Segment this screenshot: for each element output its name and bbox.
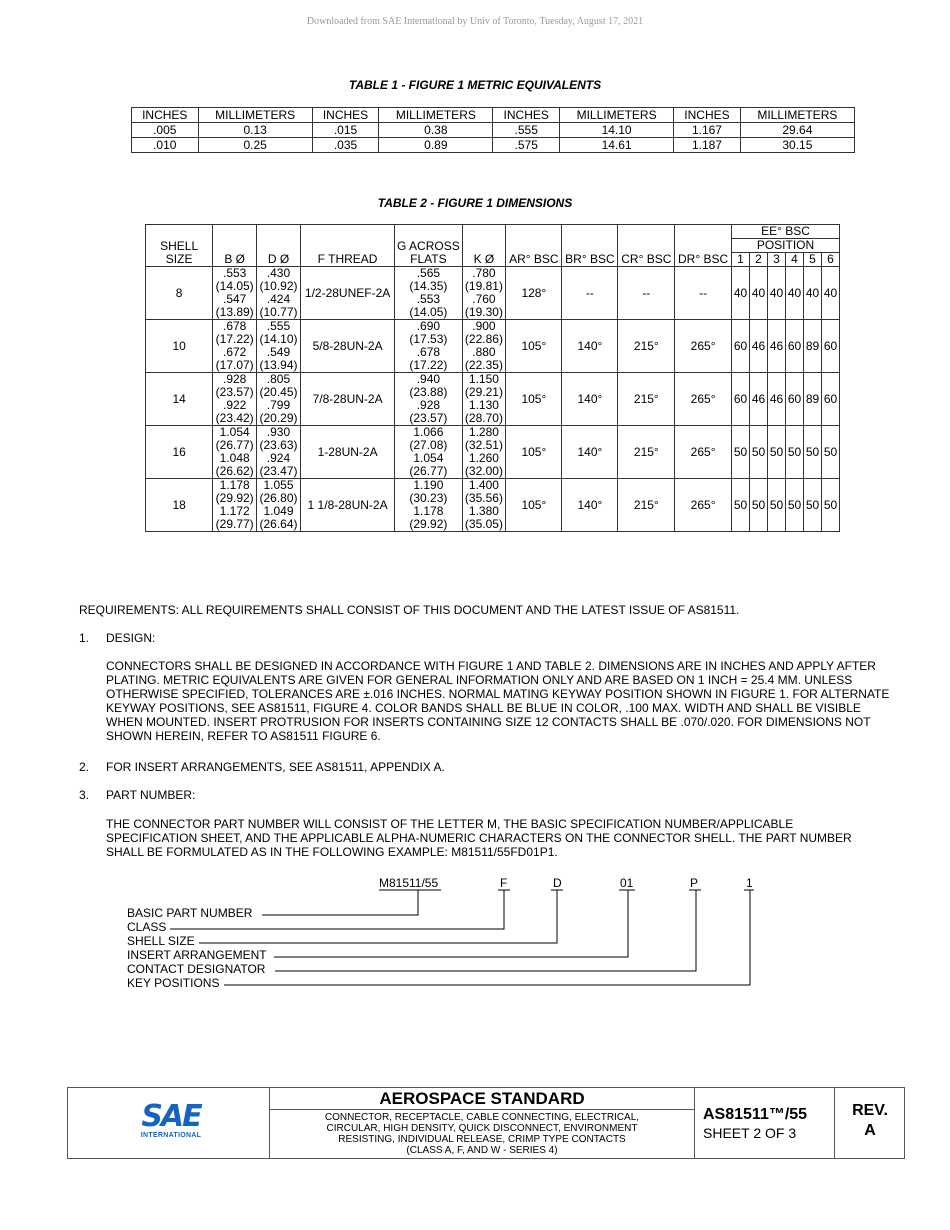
ee-position-cell: 40 xyxy=(768,267,786,320)
table1-cell: 0.38 xyxy=(379,123,493,138)
thread-cell: 1-28UN-2A xyxy=(300,426,394,479)
g-dim-cell-line: 1.066 xyxy=(413,425,444,439)
d-dim-cell-line: (20.29) xyxy=(259,411,298,425)
table2-header-position-num: 4 xyxy=(786,253,804,267)
g-dim-cell-line: .553 xyxy=(416,292,441,306)
dr-cell: -- xyxy=(675,267,732,320)
table2-header-k: K Ø xyxy=(462,225,506,267)
g-dim-cell-line: (26.77) xyxy=(409,464,448,478)
table1-cell: 14.10 xyxy=(559,123,673,138)
g-dim-cell-line: (30.23) xyxy=(409,491,448,505)
pn-segment-contact: P xyxy=(690,876,699,890)
dr-cell: 265° xyxy=(675,320,732,373)
d-dim-cell-line: (23.47) xyxy=(259,464,298,478)
pn-segment-key: 1 xyxy=(746,876,753,890)
ee-position-cell: 40 xyxy=(786,267,804,320)
table1-header: MILLIMETERS xyxy=(379,108,493,123)
ee-position-cell: 50 xyxy=(732,426,750,479)
cr-cell: 215° xyxy=(618,373,675,426)
d-dim-cell-line: (20.45) xyxy=(259,385,298,399)
br-cell: 140° xyxy=(562,426,618,479)
ee-position-cell: 50 xyxy=(804,479,822,532)
ee-position-cell: 46 xyxy=(768,373,786,426)
g-dim-cell-line: (27.08) xyxy=(409,438,448,452)
d-dim-cell-line: (10.77) xyxy=(259,305,298,319)
k-dim-cell-line: (28.70) xyxy=(464,411,503,425)
item-number: 1. xyxy=(79,631,90,645)
table1-cell: 0.89 xyxy=(379,138,493,153)
b-dim-cell-line: (26.62) xyxy=(215,464,254,478)
g-dim-cell-line: .565 xyxy=(416,266,441,280)
g-dim-cell-line: (17.22) xyxy=(409,358,448,372)
b-dim-cell-line: .547 xyxy=(222,292,247,306)
table2-header-f: F THREAD xyxy=(300,225,394,267)
d-dim-cell-line: .430 xyxy=(266,266,291,280)
k-dim-cell-line: (35.56) xyxy=(464,491,503,505)
dr-cell: 265° xyxy=(675,479,732,532)
table1-cell: 0.25 xyxy=(198,138,312,153)
ar-cell: 105° xyxy=(506,479,562,532)
table2-header-position-num: 6 xyxy=(822,253,840,267)
table1-cell: 30.15 xyxy=(740,138,854,153)
thread-cell: 7/8-28UN-2A xyxy=(300,373,394,426)
b-dim-cell-line: (29.77) xyxy=(215,517,254,531)
ee-position-cell: 60 xyxy=(732,320,750,373)
g-dim-cell-line: 1.178 xyxy=(413,504,444,518)
ar-cell: 128° xyxy=(506,267,562,320)
description-line: CIRCULAR, HIGH DENSITY, QUICK DISCONNECT, ENVIRONMENT xyxy=(326,1123,638,1134)
ar-cell: 105° xyxy=(506,373,562,426)
b-dim-cell-line: 1.048 xyxy=(219,451,250,465)
b-dim-cell-line: .928 xyxy=(222,372,247,386)
document-cell xyxy=(695,1088,835,1158)
d-dim-cell-line: (13.94) xyxy=(259,358,298,372)
g-dim-cell-line: 1.054 xyxy=(413,451,444,465)
d-dim-cell-line: .799 xyxy=(266,398,291,412)
table1-header: INCHES xyxy=(132,108,199,123)
item-title: DESIGN: xyxy=(106,631,156,645)
table2-header-position-num: 5 xyxy=(804,253,822,267)
leader-line-contact xyxy=(275,890,701,971)
ee-position-cell: 50 xyxy=(804,426,822,479)
table2-header-g: G ACROSS FLATS xyxy=(395,225,462,267)
g-dim-cell-line: (17.53) xyxy=(409,332,448,346)
table2-header-position-num: 2 xyxy=(750,253,768,267)
ee-position-cell: 60 xyxy=(822,373,840,426)
download-note: Downloaded from SAE International by Univ of Toronto, Tuesday, August 17, 2021 xyxy=(306,16,644,27)
table1-cell: 0.13 xyxy=(198,123,312,138)
ee-position-cell: 60 xyxy=(732,373,750,426)
g-dim-cell-line: .678 xyxy=(416,345,441,359)
table1-cell: 14.61 xyxy=(559,138,673,153)
sae-logo xyxy=(138,1099,204,1139)
table1-cell: 29.64 xyxy=(740,123,854,138)
sheet-number: SHEET 2 OF 3 xyxy=(703,1125,797,1141)
b-dim-cell-line: (26.77) xyxy=(215,438,254,452)
ee-position-cell: 50 xyxy=(750,479,768,532)
pn-segment-insert: 01 xyxy=(620,876,634,890)
d-dim-cell-line: .924 xyxy=(266,451,291,465)
b-dim-cell-line: (14.05) xyxy=(215,279,254,293)
table2-header-position-num: 1 xyxy=(732,253,750,267)
table1-cell: .005 xyxy=(132,123,199,138)
table1-header: INCHES xyxy=(674,108,741,123)
shell-size-cell: 18 xyxy=(146,479,213,532)
table2-caption: TABLE 2 - FIGURE 1 DIMENSIONS xyxy=(377,196,573,210)
d-dim-cell-line: .805 xyxy=(266,372,291,386)
standard-title: AEROSPACE STANDARD xyxy=(270,1088,694,1110)
shell-size-cell: 14 xyxy=(146,373,213,426)
item-title: FOR INSERT ARRANGEMENTS, SEE AS81511, APPENDIX A. xyxy=(106,760,445,774)
b-dim-cell-line: .672 xyxy=(222,345,247,359)
table1-header: MILLIMETERS xyxy=(198,108,312,123)
k-dim-cell-line: (29.21) xyxy=(464,385,503,399)
table2-header-dr: DR° BSC xyxy=(675,225,732,267)
revision-value: A xyxy=(864,1122,876,1139)
ee-position-cell: 89 xyxy=(804,373,822,426)
thread-cell: 1/2-28UNEF-2A xyxy=(300,267,394,320)
b-dim-cell-line: .678 xyxy=(222,319,247,333)
cr-cell: 215° xyxy=(618,479,675,532)
k-dim-cell-line: .780 xyxy=(472,266,496,280)
d-dim-cell-line: (26.80) xyxy=(259,491,298,505)
pn-label: SHELL SIZE xyxy=(127,934,195,948)
table2-header-b: B Ø xyxy=(213,225,257,267)
document-number: AS81511™/55 xyxy=(703,1106,808,1123)
table2-header-br: BR° BSC xyxy=(562,225,618,267)
ee-position-cell: 89 xyxy=(804,320,822,373)
k-dim-cell-line: .760 xyxy=(472,292,496,306)
ar-cell: 105° xyxy=(506,320,562,373)
pn-segment-class: F xyxy=(500,876,508,890)
b-dim-cell-line: (17.07) xyxy=(215,358,254,372)
g-dim-cell-line: (23.57) xyxy=(409,411,448,425)
ee-position-cell: 50 xyxy=(786,426,804,479)
sae-logo-sub: INTERNATIONAL xyxy=(140,1132,202,1139)
k-dim-cell-line: (32.51) xyxy=(464,438,503,452)
standard-description xyxy=(270,1110,694,1156)
table1-cell: 1.167 xyxy=(674,123,741,138)
b-dim-cell-line: 1.054 xyxy=(219,425,250,439)
ee-position-cell: 46 xyxy=(750,320,768,373)
pn-label: CLASS xyxy=(127,920,167,934)
table1-cell: .010 xyxy=(132,138,199,153)
table1-cell: .555 xyxy=(493,123,560,138)
ee-position-cell: 40 xyxy=(750,267,768,320)
title-cell xyxy=(270,1088,695,1158)
pn-segment-shell: D xyxy=(553,876,562,890)
logo-cell xyxy=(68,1088,270,1158)
cr-cell: 215° xyxy=(618,426,675,479)
revision-label: REV. xyxy=(852,1102,888,1119)
k-dim-cell-line: 1.130 xyxy=(468,398,499,412)
b-dim-cell-line: (17.22) xyxy=(215,332,254,346)
b-dim-cell-line: 1.172 xyxy=(219,504,250,518)
b-dim-cell-line: 1.178 xyxy=(219,478,250,492)
table1-cell: .035 xyxy=(312,138,379,153)
item-number: 2. xyxy=(79,760,90,774)
b-dim-cell-line: (23.42) xyxy=(215,411,254,425)
thread-cell: 1 1/8-28UN-2A xyxy=(300,479,394,532)
g-dim-cell-line: (29.92) xyxy=(409,517,448,531)
table1-header: MILLIMETERS xyxy=(740,108,854,123)
pn-label: CONTACT DESIGNATOR xyxy=(127,962,266,976)
table1-cell: .015 xyxy=(312,123,379,138)
k-dim-cell-line: 1.150 xyxy=(468,372,499,386)
k-dim-cell-line: 1.280 xyxy=(468,425,499,439)
ar-cell: 105° xyxy=(506,426,562,479)
ee-position-cell: 40 xyxy=(804,267,822,320)
table2-header-position: POSITION xyxy=(732,239,840,253)
g-dim-cell-line: .940 xyxy=(416,372,441,386)
k-dim-cell-line: (19.30) xyxy=(464,305,503,319)
description-line: CONNECTOR, RECEPTACLE, CABLE CONNECTING, ELECTRICAL, xyxy=(324,1112,640,1123)
dr-cell: 265° xyxy=(675,373,732,426)
k-dim-cell-line: 1.380 xyxy=(468,504,499,518)
k-dim-cell-line: 1.400 xyxy=(468,478,499,492)
table1-header: INCHES xyxy=(312,108,379,123)
table1-header: INCHES xyxy=(493,108,560,123)
d-dim-cell-line: (26.64) xyxy=(259,517,298,531)
k-dim-cell-line: (22.35) xyxy=(464,358,503,372)
dr-cell: 265° xyxy=(675,426,732,479)
k-dim-cell-line: (19.81) xyxy=(464,279,503,293)
title-block xyxy=(67,1087,905,1159)
ee-position-cell: 60 xyxy=(822,320,840,373)
table2-header-shell: SHELL SIZE xyxy=(146,225,213,267)
ee-position-cell: 46 xyxy=(750,373,768,426)
br-cell: 140° xyxy=(562,320,618,373)
table1-caption: TABLE 1 - FIGURE 1 METRIC EQUIVALENTS xyxy=(348,78,602,92)
g-dim-cell-line: .690 xyxy=(416,319,441,333)
pn-label: INSERT ARRANGEMENT xyxy=(127,948,267,962)
k-dim-cell-line: (35.05) xyxy=(464,517,503,531)
revision-cell xyxy=(835,1088,905,1158)
leader-line-basic xyxy=(262,890,441,915)
shell-size-cell: 10 xyxy=(146,320,213,373)
k-dim-cell-line: (22.86) xyxy=(464,332,503,346)
ee-position-cell: 60 xyxy=(786,373,804,426)
d-dim-cell-line: .555 xyxy=(266,319,291,333)
d-dim-cell-line: .424 xyxy=(266,292,291,306)
table1-header: MILLIMETERS xyxy=(559,108,673,123)
requirements-text: REQUIREMENTS: ALL REQUIREMENTS SHALL CONSIST OF THIS DOCUMENT AND THE LATEST ISSUE OF AS81511. xyxy=(79,603,740,617)
cr-cell: 215° xyxy=(618,320,675,373)
ee-position-cell: 50 xyxy=(768,426,786,479)
shell-size-cell: 8 xyxy=(146,267,213,320)
ee-position-cell: 50 xyxy=(822,479,840,532)
k-dim-cell-line: .880 xyxy=(472,345,496,359)
d-dim-cell-line: (23.63) xyxy=(259,438,298,452)
table2-header-ar: AR° BSC xyxy=(506,225,562,267)
g-dim-cell-line: (14.35) xyxy=(409,279,448,293)
d-dim-cell-line: 1.049 xyxy=(263,504,294,518)
table2-header-position-num: 3 xyxy=(768,253,786,267)
ee-position-cell: 50 xyxy=(822,426,840,479)
b-dim-cell-line: .553 xyxy=(222,266,247,280)
d-dim-cell-line: (14.10) xyxy=(259,332,298,346)
g-dim-cell-line: (14.05) xyxy=(409,305,448,319)
d-dim-cell-line: (10.92) xyxy=(259,279,298,293)
sae-logo-text: SAE xyxy=(141,1099,201,1134)
pn-segment-basic: M81511/55 xyxy=(379,876,439,890)
d-dim-cell-line: .549 xyxy=(266,345,291,359)
item-title: PART NUMBER: xyxy=(106,788,196,802)
leader-line-insert xyxy=(274,890,635,957)
cr-cell: -- xyxy=(618,267,675,320)
d-dim-cell-line: 1.055 xyxy=(263,478,294,492)
br-cell: -- xyxy=(562,267,618,320)
b-dim-cell-line: (13.89) xyxy=(215,305,254,319)
design-paragraph: CONNECTORS SHALL BE DESIGNED IN ACCORDANCE WITH FIGURE 1 AND TABLE 2. DIMENSIONS ARE IN INCHES AND APPLY AFTER PLATING. METRIC EQUIVALENTS ARE GIVEN FOR GENERAL INFORMATION ONLY AND ARE BASED ON 1 INCH = 25.4 MM. UNLESS OTHERWISE SPECIFIED, TOLERANCES ARE ±.016 INCHES. NORMAL MATING KEYWAY POSITION SHOWN IN FIGURE 1. FOR ALTERNATE KEYWAY POSITIONS, SEE AS81511, FIGURE 4. COLOR BANDS SHALL BE BLUE IN COLOR, .100 MAX. WIDTH AND SHALL BE VISIBLE WHEN MOUNTED. INSERT PROTRUSION FOR INSERTS CONTAINING SIZE 12 CONTACTS SHALL BE .070/.020. FOR DIMENSIONS NOT SHOWN HEREIN, REFER TO AS81511 FIGURE 6. xyxy=(106,659,890,743)
k-dim-cell-line: 1.260 xyxy=(468,451,499,465)
pn-label: KEY POSITIONS xyxy=(127,976,220,990)
ee-position-cell: 50 xyxy=(786,479,804,532)
br-cell: 140° xyxy=(562,479,618,532)
table1-cell: .575 xyxy=(493,138,560,153)
ee-position-cell: 50 xyxy=(768,479,786,532)
table2-header-ee: EE° BSC xyxy=(732,225,840,239)
k-dim-cell-line: .900 xyxy=(472,319,496,333)
g-dim-cell-line: 1.190 xyxy=(413,478,444,492)
shell-size-cell: 16 xyxy=(146,426,213,479)
description-line: RESISTING, INDIVIDUAL RELEASE, CRIMP TYPE CONTACTS xyxy=(338,1134,626,1145)
item-number: 3. xyxy=(79,788,90,802)
ee-position-cell: 60 xyxy=(786,320,804,373)
table2-header-d: D Ø xyxy=(257,225,301,267)
part-number-paragraph: THE CONNECTOR PART NUMBER WILL CONSIST OF THE LETTER M, THE BASIC SPECIFICATION NUMBER/APPLICABLE SPECIFICATION SHEET, AND THE APPLICABLE ALPHA-NUMERIC CHARACTERS ON THE CONNECTOR SHELL. THE PART NUMBER SHALL BE FORMULATED AS IN THE FOLLOWING EXAMPLE: M81511/55FD01P1. xyxy=(106,817,852,859)
pn-label: BASIC PART NUMBER xyxy=(127,906,253,920)
br-cell: 140° xyxy=(562,373,618,426)
table1-cell: 1.187 xyxy=(674,138,741,153)
b-dim-cell-line: (29.92) xyxy=(215,491,254,505)
g-dim-cell-line: .928 xyxy=(416,398,441,412)
description-line: (CLASS A, F, AND W - SERIES 4) xyxy=(406,1145,558,1156)
ee-position-cell: 40 xyxy=(822,267,840,320)
ee-position-cell: 50 xyxy=(750,426,768,479)
k-dim-cell-line: (32.00) xyxy=(464,464,503,478)
b-dim-cell-line: (23.57) xyxy=(215,385,254,399)
d-dim-cell-line: .930 xyxy=(266,425,291,439)
table2-header-cr: CR° BSC xyxy=(618,225,675,267)
b-dim-cell-line: .922 xyxy=(222,398,247,412)
thread-cell: 5/8-28UN-2A xyxy=(300,320,394,373)
g-dim-cell-line: (23.88) xyxy=(409,385,448,399)
ee-position-cell: 50 xyxy=(732,479,750,532)
ee-position-cell: 46 xyxy=(768,320,786,373)
ee-position-cell: 40 xyxy=(732,267,750,320)
